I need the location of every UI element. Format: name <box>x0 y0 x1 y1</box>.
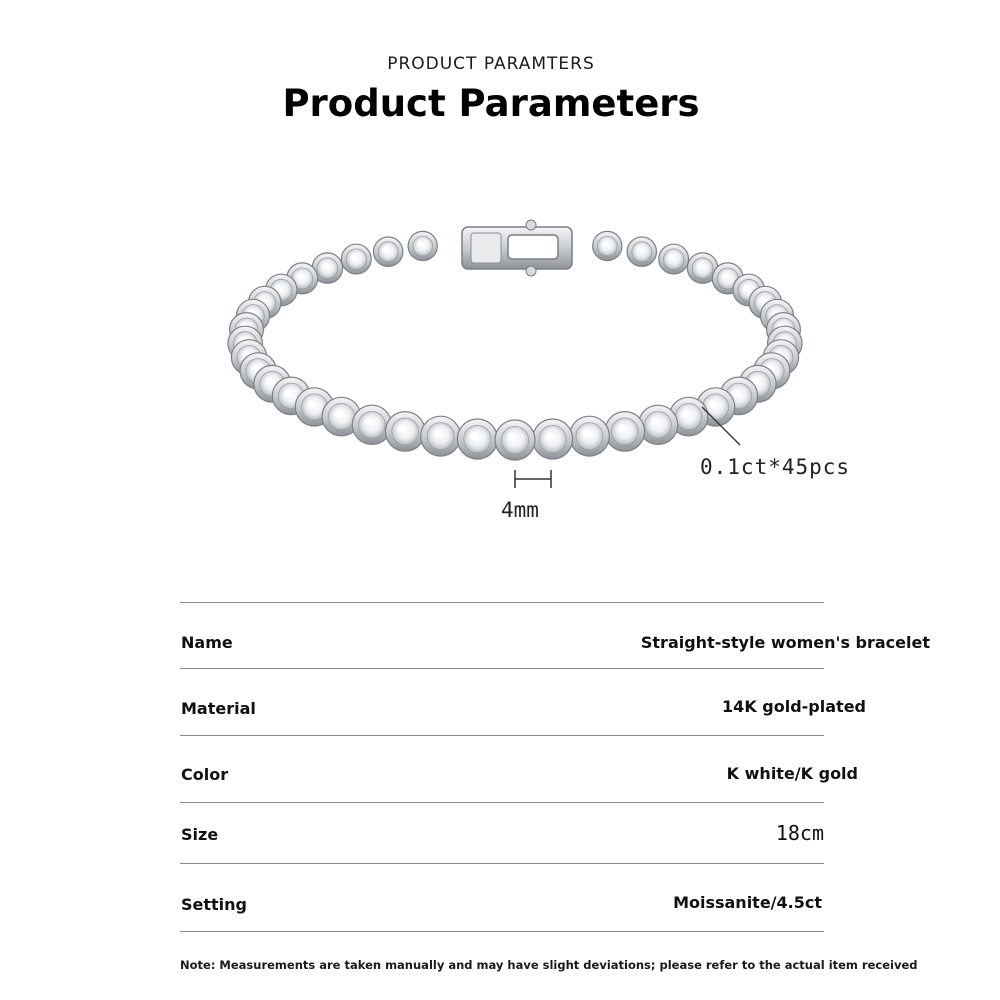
bezel-stone <box>570 416 610 456</box>
bezel-stone <box>352 405 391 444</box>
bezel-stone <box>627 237 656 266</box>
param-label: Material <box>181 699 256 718</box>
measurement-note: Note: Measurements are taken manually and may have slight deviations; please refer to the actual item received <box>180 958 918 972</box>
param-value: K white/K gold <box>726 764 858 783</box>
bezel-stone <box>385 412 425 452</box>
bezel-stone <box>605 412 645 452</box>
param-row-material <box>180 668 866 735</box>
bezel-stone <box>593 231 622 260</box>
param-row-name <box>180 602 930 668</box>
stone-callout-line <box>700 405 745 450</box>
stone-count-annotation: 0.1ct*45pcs <box>700 455 851 479</box>
bezel-stone <box>639 405 678 444</box>
param-row-size <box>180 802 824 863</box>
bezel-stone <box>495 420 535 460</box>
page-title: Product Parameters <box>282 82 700 125</box>
param-row-color <box>180 735 858 802</box>
param-label: Color <box>181 765 229 784</box>
bezel-stone <box>457 419 497 459</box>
section-subtitle: PRODUCT PARAMTERS <box>387 54 595 74</box>
bezel-stone <box>533 419 573 459</box>
param-label: Size <box>181 825 219 844</box>
param-label: Name <box>181 633 233 652</box>
bezel-stone <box>421 416 461 456</box>
parameters-table <box>180 602 930 932</box>
bezel-stone <box>374 237 403 266</box>
param-value: 14K gold-plated <box>722 697 866 716</box>
param-label: Setting <box>181 895 247 914</box>
width-dimension-marker <box>512 468 554 490</box>
param-value: Straight-style women's bracelet <box>640 633 930 652</box>
param-value: Moissanite/4.5ct <box>673 893 822 912</box>
bezel-stone <box>341 244 371 274</box>
bezel-stone <box>408 231 437 260</box>
bracelet-clasp <box>462 220 572 276</box>
width-annotation: 4mm <box>501 498 539 522</box>
bezel-stone <box>659 244 689 274</box>
param-value: 18cm <box>775 821 824 845</box>
param-row-setting <box>180 863 824 932</box>
